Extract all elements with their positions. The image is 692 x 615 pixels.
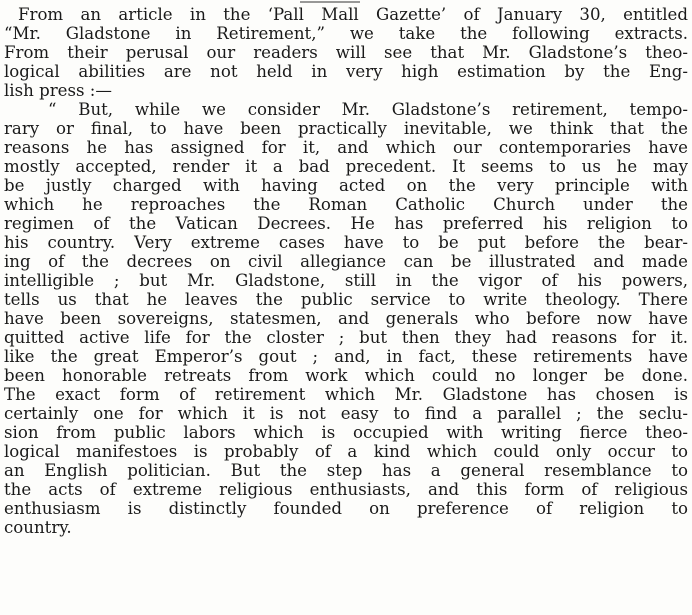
quote-line: regimen of the Vatican Decrees. He has preferred his religion to xyxy=(4,214,688,233)
quote-line: be justly charged with having acted on the very principle with xyxy=(4,176,688,195)
quote-line: tells us that he leaves the public service to write theology. There xyxy=(4,290,688,309)
intro-line: lish press :— xyxy=(4,81,112,100)
quote-line: like the great Emperor’s gout ; and, in fact, these retirements have xyxy=(4,347,688,366)
quote-line: an English politician. But the step has a general resemblance to xyxy=(4,461,688,480)
intro-line: From their perusal our readers will see that Mr. Gladstone’s theo- xyxy=(4,43,688,62)
quote-line: have been sovereigns, statesmen, and generals who before now have xyxy=(4,309,688,328)
intro-line: logical abilities are not held in very high estimation by the Eng- xyxy=(4,62,688,81)
quote-line: The exact form of retirement which Mr. Gladstone has chosen is xyxy=(4,385,688,404)
quote-line: quitted active life for the closter ; but then they had reasons for it. xyxy=(4,328,688,347)
intro-paragraph xyxy=(4,5,688,100)
quote-line: ing of the decrees on civil allegiance can be illustrated and made xyxy=(4,252,688,271)
quote-line: which he reproaches the Roman Catholic Church under the xyxy=(4,195,688,214)
quote-line: certainly one for which it is not easy to find a parallel ; the seclu- xyxy=(4,404,688,423)
quote-line: reasons he has assigned for it, and which our contemporaries have xyxy=(4,138,688,157)
quote-line: logical manifestoes is probably of a kind which could only occur to xyxy=(4,442,688,461)
quote-line: sion from public labors which is occupied with writing fierce theo- xyxy=(4,423,688,442)
quote-line: enthusiasm is distinctly founded on preference of religion to xyxy=(4,499,688,518)
intro-line: “Mr. Gladstone in Retirement,” we take the following extracts. xyxy=(4,24,688,43)
quote-line: “ But, while we consider Mr. Gladstone’s retirement, tempo- xyxy=(48,100,688,119)
quoted-paragraph xyxy=(4,100,688,537)
article-column xyxy=(4,5,688,537)
intro-line: From an article in the ‘Pall Mall Gazette’ of January 30, entitled xyxy=(18,5,688,24)
quote-line: mostly accepted, render it a bad precedent. It seems to us he may xyxy=(4,157,688,176)
quote-line: rary or final, to have been practically inevitable, we think that the xyxy=(4,119,688,138)
cropped-text-fragment xyxy=(300,0,360,3)
quote-line: intelligible ; but Mr. Gladstone, still in the vigor of his powers, xyxy=(4,271,688,290)
quote-line: his country. Very extreme cases have to be put before the bear- xyxy=(4,233,688,252)
quote-line: country. xyxy=(4,518,72,537)
quote-line: the acts of extreme religious enthusiasts, and this form of religious xyxy=(4,480,688,499)
quote-line: been honorable retreats from work which could no longer be done. xyxy=(4,366,688,385)
